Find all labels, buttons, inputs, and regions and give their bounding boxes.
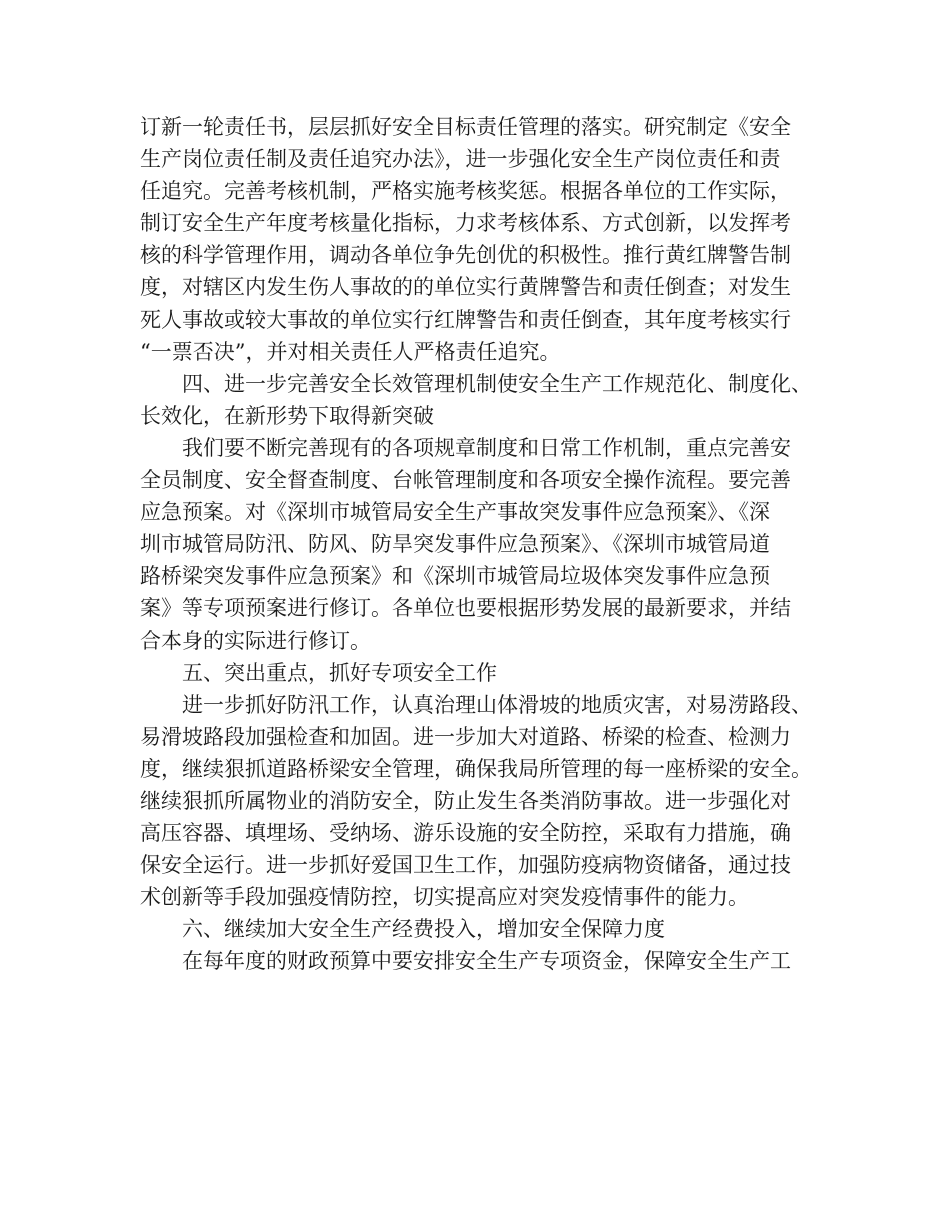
text-line: 易滑坡路段加强检查和加固。进一步加大对道路、桥梁的检查、检测力 (140, 724, 791, 749)
text-line: 死人事故或较大事故的单位实行红牌警告和责任倒查，其年度考核实行 (140, 307, 791, 332)
body-text (140, 111, 830, 978)
text-line: 生产岗位责任制及责任追究办法》，进一步强化安全生产岗位责任和责 (140, 147, 781, 172)
text-line: 全员制度、安全督查制度、台帐管理制度和各项安全操作流程。要完善 (140, 468, 791, 493)
text-line: 进一步抓好防汛工作，认真治理山体滑坡的地质灾害，对易涝路段、 (182, 692, 812, 717)
text-line: 六、继续加大安全生产经费投入，增加安全保障力度 (182, 917, 665, 942)
text-line: 五、突出重点，抓好专项安全工作 (182, 660, 497, 685)
text-line: 四、进一步完善安全长效管理机制使安全生产工作规范化、制度化、 (182, 371, 812, 396)
text-line: “一票否决”，并对相关责任人严格责任追究。 (140, 339, 561, 364)
text-line: 长效化，在新形势下取得新突破 (140, 403, 434, 428)
text-line: 路桥梁突发事件应急预案》和《深圳市城管局垃圾体突发事件应急预 (140, 564, 770, 589)
text-line: 案》等专项预案进行修订。各单位也要根据形势发展的最新要求，并结 (140, 596, 791, 621)
text-line: 度，继续狠抓道路桥梁安全管理，确保我局所管理的每一座桥梁的安全。 (140, 756, 812, 781)
text-line: 制订安全生产年度考核量化指标，力求考核体系、方式创新，以发挥考 (140, 211, 791, 236)
text-line: 核的科学管理作用，调动各单位争先创优的积极性。推行黄红牌警告制 (140, 243, 791, 268)
text-line: 高压容器、填埋场、受纳场、游乐设施的安全防控，采取有力措施，确 (140, 821, 791, 846)
text-line: 术创新等手段加强疫情防控，切实提高应对突发疫情事件的能力。 (140, 885, 749, 910)
text-line: 在每年度的财政预算中要安排安全生产专项资金，保障安全生产工 (182, 949, 791, 974)
text-line: 合本身的实际进行修订。 (140, 628, 371, 653)
text-line: 继续狠抓所属物业的消防安全，防止发生各类消防事故。进一步强化对 (140, 788, 791, 813)
text-line: 圳市城管局防汛、防风、防旱突发事件应急预案》、《深圳市城管局道 (140, 532, 770, 557)
text-line: 任追究。完善考核机制，严格实施考核奖惩。根据各单位的工作实际， (140, 179, 791, 204)
text-line: 度，对辖区内发生伤人事故的的单位实行黄牌警告和责任倒查；对发生 (140, 275, 791, 300)
text-line: 订新一轮责任书，层层抓好安全目标责任管理的落实。研究制定《安全 (140, 115, 791, 139)
text-line: 保安全运行。进一步抓好爱国卫生工作，加强防疫病物资储备，通过技 (140, 853, 791, 878)
text-line: 应急预案。对《深圳市城管局安全生产事故突发事件应急预案》、《深 (140, 500, 770, 525)
text-line: 我们要不断完善现有的各项规章制度和日常工作机制，重点完善安 (182, 435, 791, 460)
